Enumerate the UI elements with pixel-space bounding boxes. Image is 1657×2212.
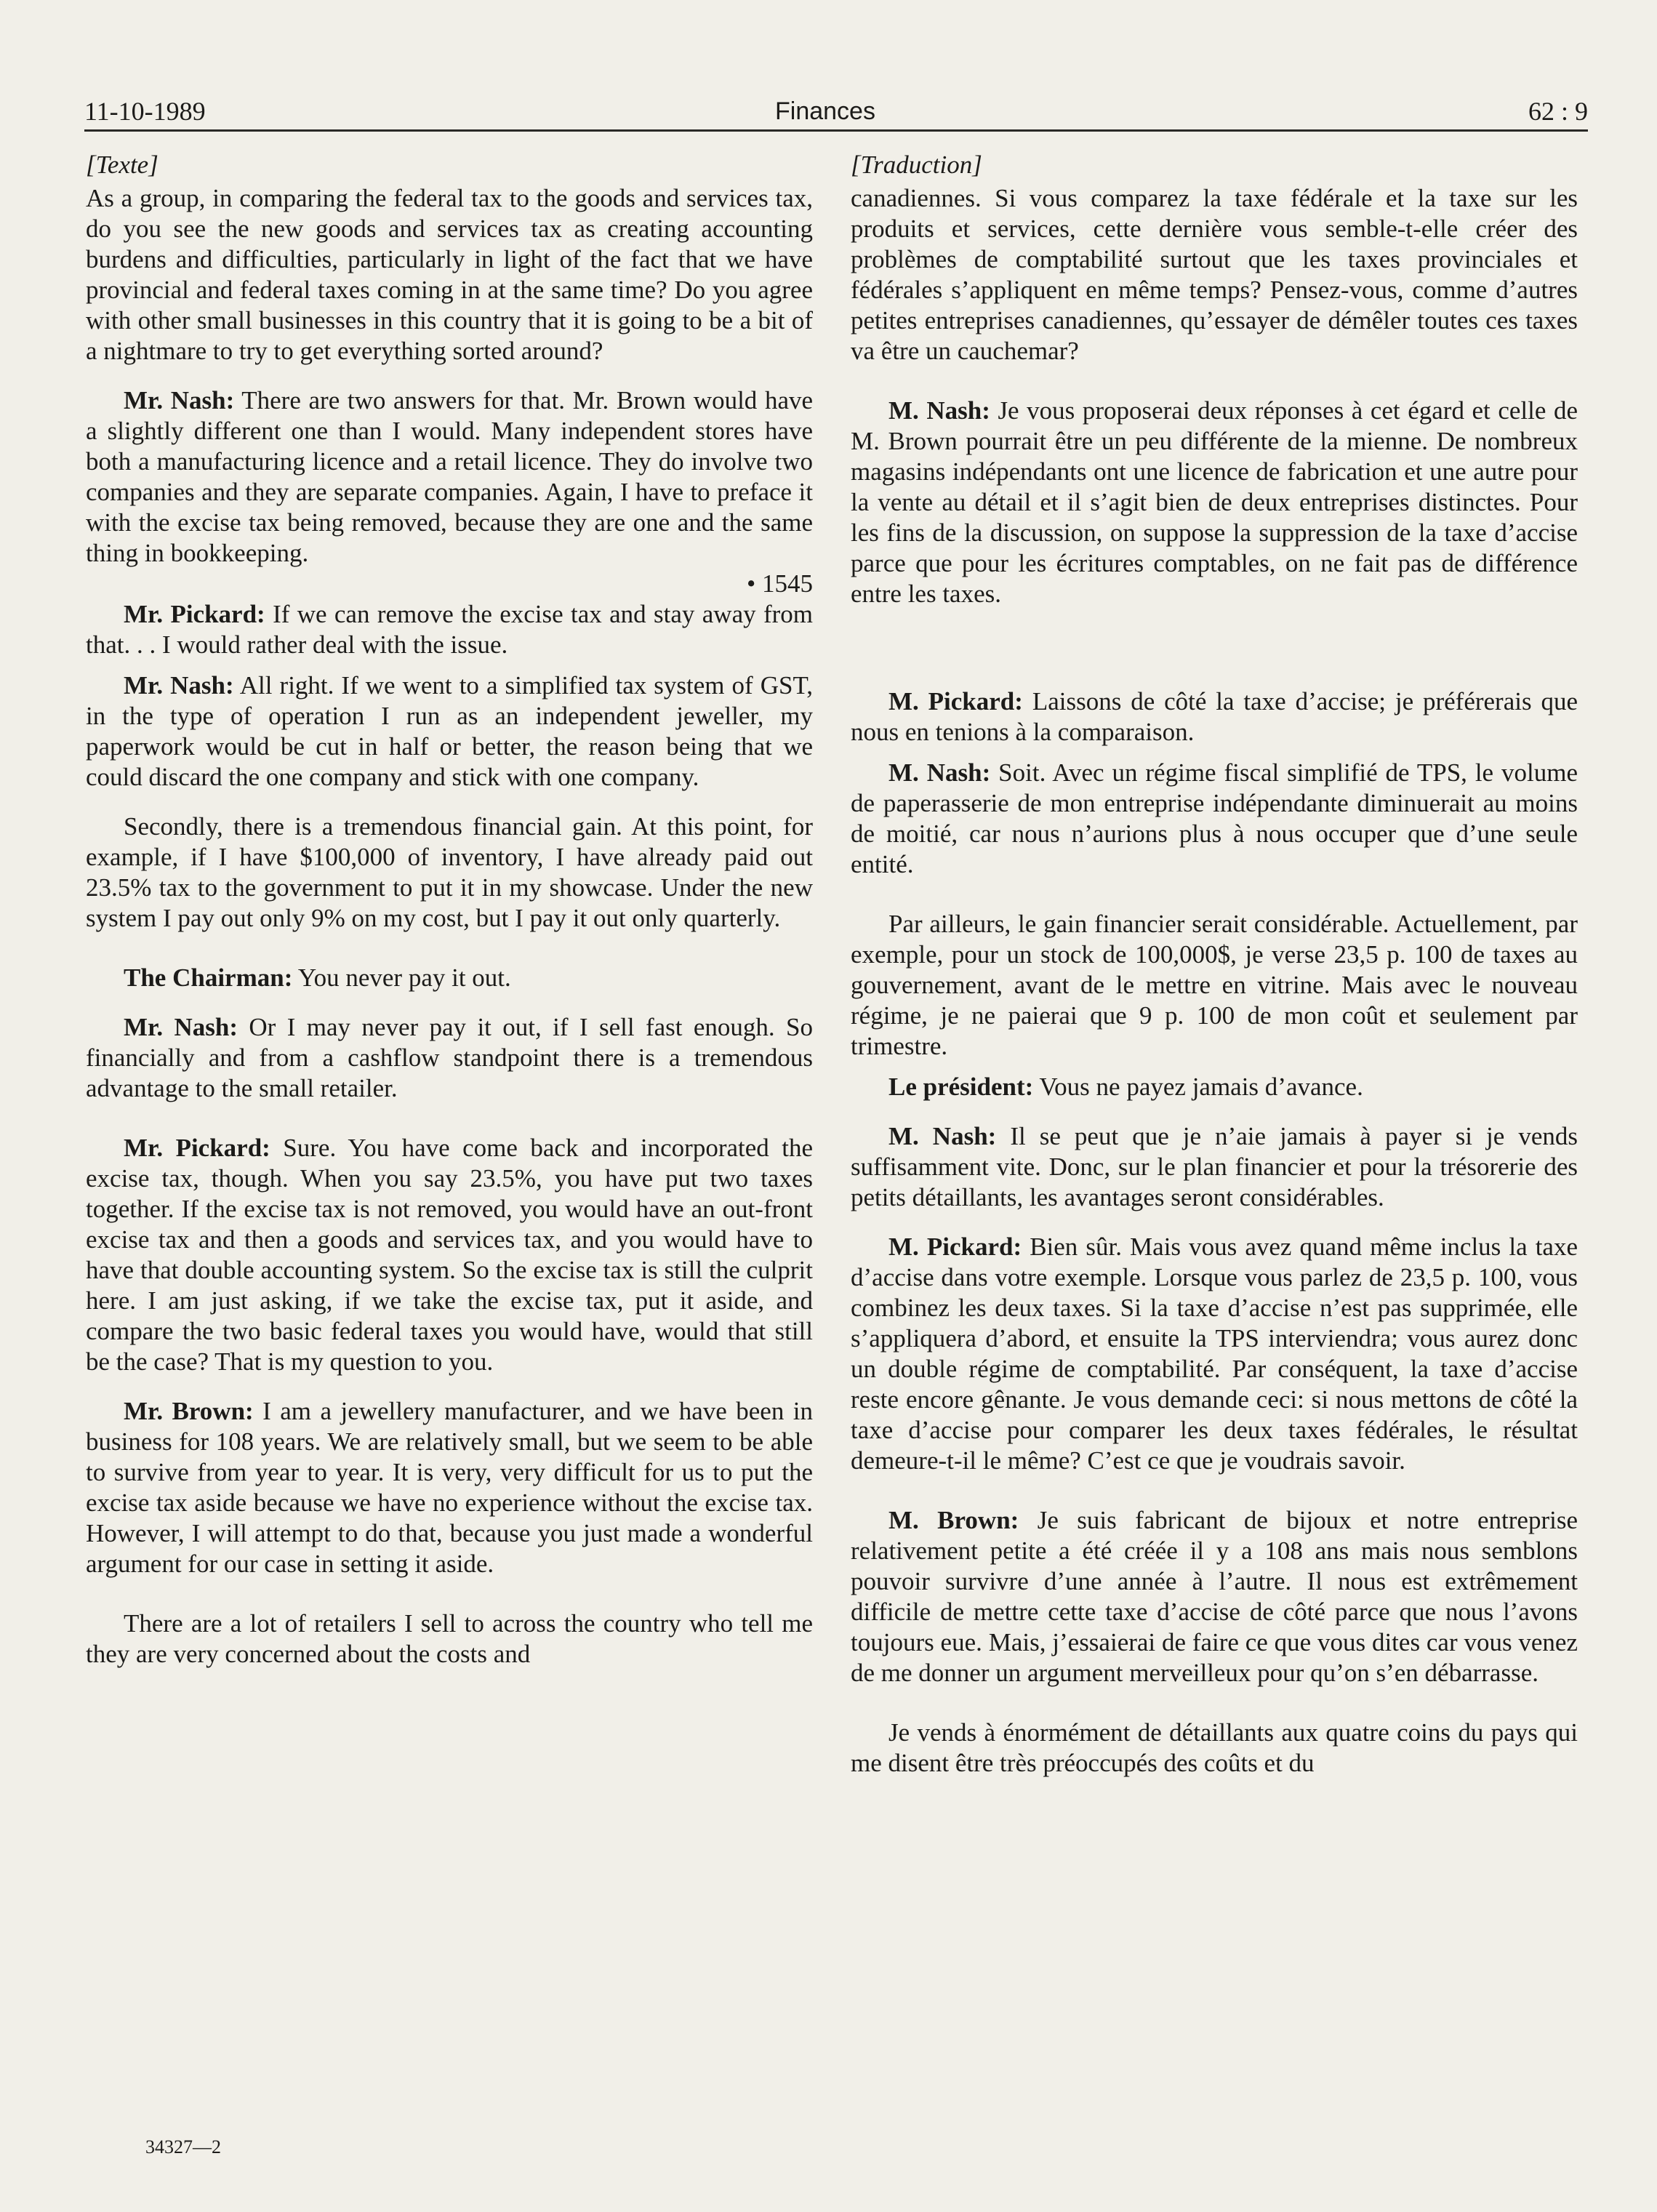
paragraph: Je vends à énormément de détaillants aux quatre coins du pays qui me disent être très préoccupés des coûts et du — [851, 1718, 1578, 1777]
page-header — [84, 93, 1588, 132]
paragraph: canadiennes. Si vous comparez la taxe fédérale et la taxe sur les produits et services, cette dernière vous semble-t-elle créer des problèmes de comptabilité surtout que les taxes provinciales et fédérales s’appliquent en même temps? Pensez-vous, comme d’autres petites entreprises canadiennes, qu’essayer de démêler toutes ces taxes va être un cauchemar? — [851, 184, 1578, 365]
speaker-label: M. Nash: — [888, 396, 990, 425]
paragraph: There are a lot of retailers I sell to across the country who tell me they are very concerned about the costs and — [86, 1609, 813, 1668]
speaker-label: The Chairman: — [124, 963, 293, 992]
speech-text: Sure. You have come back and incorporated the excise tax, though. When you say 23.5%, you have put two taxes together. If the excise tax is not removed, you would have an out-front excise tax and then a goods and services tax, and you would have to have that double accounting system. So the excise tax is still the culprit here. I am just asking, if we take the excise tax, put it aside, and compare the two basic federal taxes you would have, would that still be the case? That is my question to you. — [86, 1134, 813, 1376]
speech-text: Soit. Avec un régime fiscal simplifié de TPS, le volume de paperasserie de mon entreprise indépendante diminuerait au moins de moitié, car nous n’aurions plus à nous occuper que d’une seule entité. — [851, 758, 1578, 878]
column-tag: [Traduction] — [851, 151, 982, 179]
speech-text: All right. If we went to a simplified tax system of GST, in the type of operation I run as an independent jeweller, my paperwork would be cut in half or better, the reason being that we could discard the one company and stick with one company. — [86, 671, 814, 791]
paragraph — [86, 1396, 813, 1579]
speaker-label: Mr. Nash: — [124, 386, 235, 414]
paragraph — [851, 1072, 1578, 1102]
column-tag: [Texte] — [86, 151, 159, 179]
header-title: Finances — [775, 97, 875, 125]
paragraph: As a group, in comparing the federal tax to the goods and services tax, do you see the new goods and services tax as creating accounting burdens and difficulties, particularly in light of the fact that we have provincial and federal taxes coming in at the same time? Do you agree with other small businesses in this country that it is going to be a bit of a nightmare to try to get everything sorted around? — [86, 184, 813, 365]
speech-text: Je suis fabricant de bijoux et notre entreprise relativement petite a été créée il y a 108 ans mais nous semblons pouvoir survivre d’une année à l’autre. Il nous est extrêmement difficile de mettre cette taxe d’accise de côté parce que nous l’avons toujours eue. Mais, j’essaierai de faire ce que vous dites car vous venez de me donner un argument merveilleux pour qu’on s’en débarrasse. — [851, 1506, 1578, 1687]
paragraph — [851, 758, 1578, 880]
speech-text: Bien sûr. Mais vous avez quand même inclus la taxe d’accise dans votre exemple. Lorsque vous parlez de 23,5 p. 100, vous combinez les deux taxes. Si la taxe d’accise n’est pas supprimée, elle s’appliquera d’abord, et ensuite la TPS interviendra; vous aurez donc un double régime de comptabilité. Par conséquent, la taxe d’accise reste encore gênante. Je vous demande ceci: si nous mettons de côté la taxe d’accise pour comparer les deux taxes fédérales, le résultat demeure-t-il le même? C’est ce que je voudrais savoir. — [851, 1233, 1578, 1475]
speaker-label: Le président: — [888, 1073, 1034, 1101]
paragraph — [86, 963, 813, 993]
speech-text: If we can remove the excise tax and stay away from that. . . I would rather deal with the issue. — [86, 600, 813, 659]
speaker-label: Mr. Pickard: — [124, 600, 265, 628]
paragraph — [851, 1232, 1578, 1476]
paragraph — [851, 1121, 1578, 1213]
paragraph — [86, 1133, 813, 1377]
paragraph — [86, 599, 813, 660]
timestamp: • 1545 — [746, 569, 813, 598]
speaker-label: M. Brown: — [888, 1506, 1019, 1534]
paragraph — [86, 385, 813, 569]
speaker-label: Mr. Brown: — [124, 1397, 254, 1425]
speech-text: Or I may never pay it out, if I sell fast enough. So financially and from a cashflow standpoint there is a tremendous advantage to the small retailer. — [86, 1013, 813, 1102]
header-page-number: 62 : 9 — [1528, 97, 1588, 126]
speech-text: You never pay it out. — [292, 963, 511, 992]
speech-text: Il se peut que je n’aie jamais à payer si je vends suffisamment vite. Donc, sur le plan financier et pour la trésorerie des petits détaillants, les avantages seront considérables. — [851, 1122, 1578, 1211]
speech-text: Je vous proposerai deux réponses à cet égard et celle de M. Brown pourrait être un peu différente de la mienne. De nombreux magasins indépendants ont une licence de fabrication et une autre pour la vente au détail et il s’agit bien de deux entreprises distinctes. Pour les fins de la discussion, on suppose la suppression de la taxe d’accise parce que pour les écritures comptables, on ne fait pas de différence entre les taxes. — [851, 396, 1578, 608]
speech-text: Laissons de côté la taxe d’accise; je préférerais que nous en tenions à la comparaison. — [851, 687, 1578, 746]
speaker-label: Mr. Nash: — [124, 671, 234, 700]
paragraph: Secondly, there is a tremendous financial gain. At this point, for example, if I have $100,000 of inventory, I have already paid out 23.5% tax to the government to put it in my showcase. Under the new system I pay out only 9% on my cost, but I pay it out only quarterly. — [86, 812, 813, 932]
paragraph — [86, 1012, 813, 1104]
speaker-label: M. Pickard: — [888, 687, 1023, 716]
column-english — [86, 150, 813, 1670]
header-date: 11-10-1989 — [84, 97, 206, 126]
speech-text: Vous ne payez jamais d’avance. — [1033, 1073, 1363, 1101]
column-french — [851, 150, 1578, 1779]
speaker-label: M. Nash: — [888, 758, 991, 787]
paragraph — [851, 686, 1578, 748]
speaker-label: M. Pickard: — [888, 1233, 1022, 1261]
speaker-label: M. Nash: — [888, 1122, 997, 1150]
paragraph — [86, 670, 813, 793]
speaker-label: Mr. Nash: — [124, 1013, 238, 1041]
speech-text: There are two answers for that. Mr. Brown would have a slightly different one than I would. Many independent stores have both a manufacturing licence and a retail licence. They do involve two companies and they are separate companies. Again, I have to preface it with the excise tax being removed, because they are one and the same thing in bookkeeping. — [86, 386, 814, 567]
speaker-label: Mr. Pickard: — [124, 1134, 270, 1162]
paragraph — [851, 396, 1578, 609]
speech-text: I am a jewellery manufacturer, and we have been in business for 108 years. We are relatively small, but we seem to be able to survive from year to year. It is very, very difficult for us to put the excise tax aside because we have no experience without the excise tax. However, I will attempt to do that, because you just made a wonderful argument for our case in setting it aside. — [86, 1397, 813, 1578]
paragraph — [851, 1505, 1578, 1688]
paragraph: Par ailleurs, le gain financier serait considérable. Actuellement, par exemple, pour un stock de 100,000$, je verse 23,5 p. 100 de taxes au gouvernement, avant de le mettre en vitrine. Mais avec le nouveau régime, je ne paierai que 9 p. 100 de mon coût et seulement par trimestre. — [851, 910, 1578, 1060]
footer-code: 34327—2 — [145, 2136, 221, 2157]
